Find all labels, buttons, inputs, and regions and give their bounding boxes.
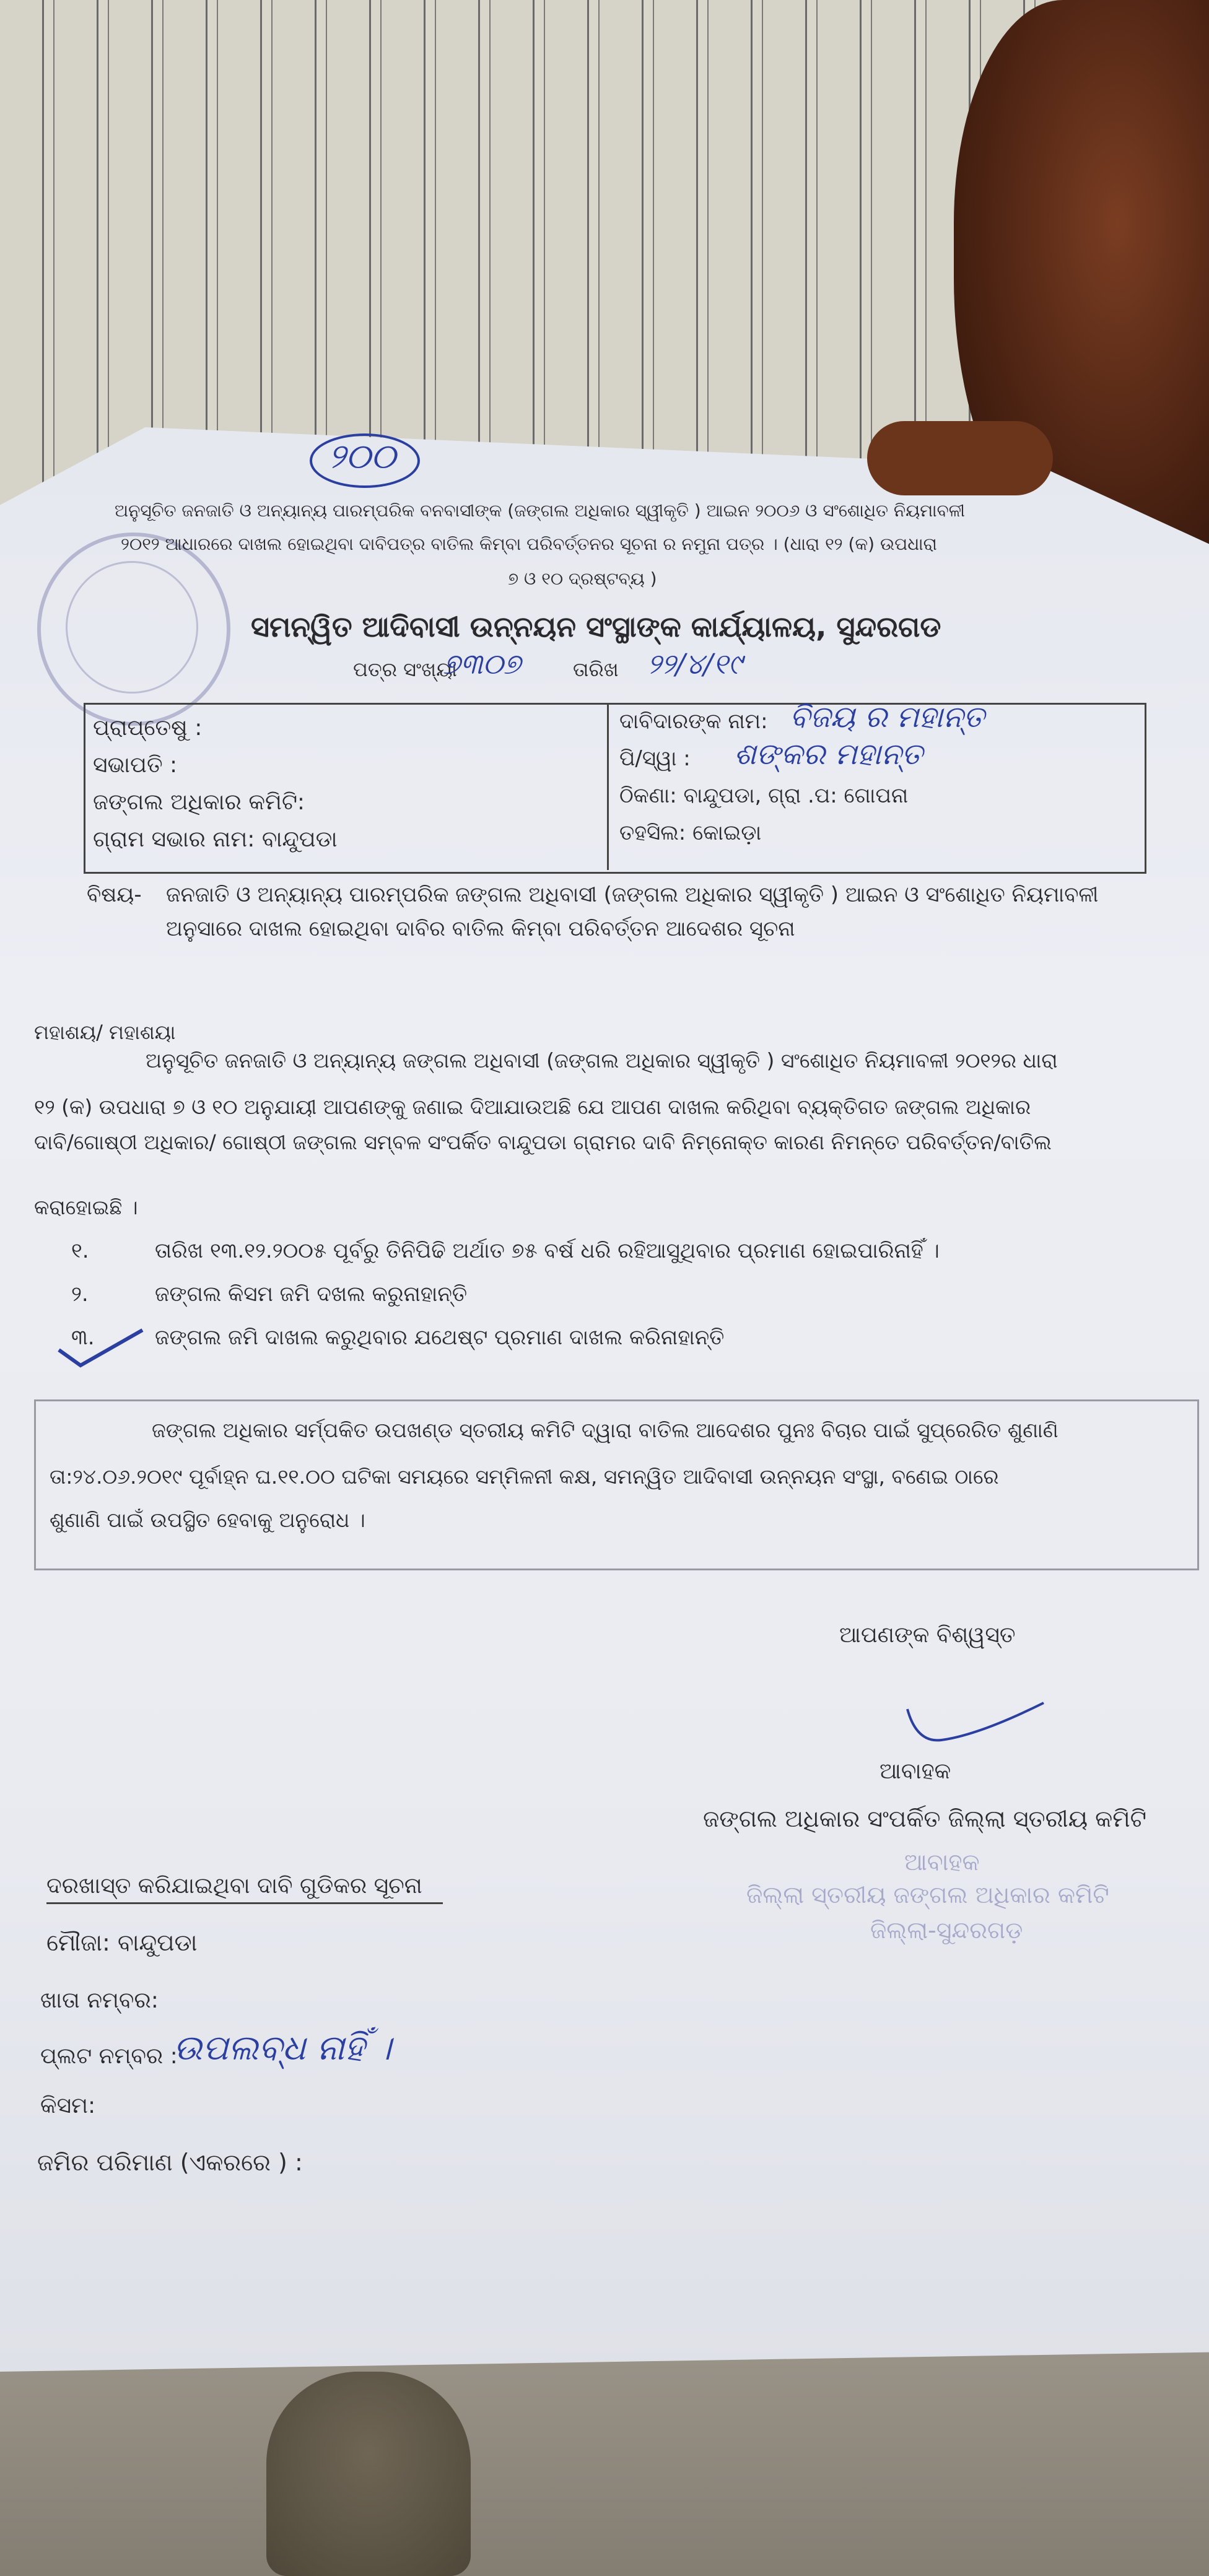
subject-line-2: ଅନୁସାରେ ଦାଖଲ ହୋଇଥିବା ଦାବିର ବାତିଲ କିମ୍ବା ପରିବର୍ତ୍ତନ ଆଦେଶର ସୂଚନା xyxy=(166,916,795,941)
claimant-label: ଦାବିଦାରଙ୍କ ନାମ: xyxy=(619,709,768,734)
closing-yours: ଆପଣଙ୍କ ବିଶ୍ୱସ୍ତ xyxy=(839,1622,1016,1648)
plot-number-value: ଉପଲବ୍ଧ ନାହିଁ । xyxy=(173,2028,391,2068)
notice-line: ଶୁଣାଣି ପାଇଁ ଉପସ୍ଥିତ ହେବାକୁ ଅନୁରୋଧ । xyxy=(50,1508,365,1532)
claim-info-heading: ଦରଖାସ୍ତ କରିଯାଇଥିବା ଦାବି ଗୁଡିକର ସୂଚନା xyxy=(46,1873,422,1899)
letter-number-label: ପତ୍ର ସଂଖ୍ୟା xyxy=(353,658,457,681)
recipient-line: ପ୍ରାପ୍ତେଷୁ : xyxy=(93,715,203,741)
stamp-line: ଜିଲ୍ଲା ସ୍ତରୀୟ ଜଙ୍ଗଲ ଅଧିକାର କମିଟି xyxy=(746,1881,1109,1908)
background-shoe xyxy=(266,2372,471,2576)
recipient-table-divider xyxy=(607,703,609,870)
signature xyxy=(904,1697,1047,1752)
plot-number-label: ପ୍ଲଟ ନମ୍ବର : xyxy=(40,2043,178,2069)
office-title: ସମନ୍ୱିତ ଆଦିବାସୀ ଉନ୍ନୟନ ସଂସ୍ଥାଙ୍କ କାର୍ଯ୍ୟାଳୟ, ସୁନ୍ଦରଗଡ xyxy=(251,610,941,643)
paragraph-line: ୧୨ (କ) ଉପଧାରା ୭ ଓ ୧୦ ଅନୁଯାୟୀ ଆପଣଙ୍କୁ ଜଣାଇ ଦିଆଯାଉଅଛି ଯେ ଆପଣ ଦାଖଲ କରିଥିବା ବ୍ୟକ୍ତିଗତ ଜଙ୍ଗଲ ଅଧିକାର xyxy=(34,1095,1031,1119)
official-seal xyxy=(37,533,230,726)
mouza: ମୌଜା: ବାନ୍ଦୁପଡା xyxy=(46,1929,198,1956)
paragraph-line: ଦାବି/ଗୋଷ୍ଠୀ ଅଧିକାର/ ଗୋଷ୍ଠୀ ଜଙ୍ଗଲ ସମ୍ବଳ ସଂପର୍କିତ ବାନ୍ଦୁପଡା ଗ୍ରାମର ଦାବି ନିମ୍ନୋକ୍ତ କାରଣ ନିମନ୍ତେ ପରିବର୍ତ୍ତନ/ବାତିଲ xyxy=(34,1130,1052,1154)
khata-number: ଖାତା ନମ୍ବର: xyxy=(40,1988,159,2013)
background-finger xyxy=(867,421,1053,495)
paragraph-line: କରାହୋଇଛି । xyxy=(34,1195,138,1219)
date-value: ୨୨/୪/୧୯ xyxy=(647,647,743,681)
claimant-name: ବିଜୟ ର ମହାନ୍ତ xyxy=(790,700,985,734)
reason-number: ୨. xyxy=(71,1282,89,1307)
address: ଠିକଣା: ବାନ୍ଦୁପଡା, ଗ୍ରା .ପ: ଗୋପନା xyxy=(619,783,909,808)
land-area: ଜମିର ପରିମାଣ (ଏକରରେ ) : xyxy=(37,2149,303,2176)
claim-info-heading-underline xyxy=(46,1902,443,1904)
notice-line: ତା:୨୪.୦୬.୨୦୧୯ ପୂର୍ବାହ୍ନ ଘ.୧୧.୦୦ ଘଟିକା ସମୟରେ ସମ୍ମିଳନୀ କକ୍ଷ, ସମନ୍ୱିତ ଆଦିବାସୀ ଉନ୍ନୟନ ସଂସ୍ଥା, ବଣେଇ ଠାରେ xyxy=(50,1464,999,1489)
handwritten-serial: ୨୦୦ xyxy=(328,437,396,477)
date-label: ତାରିଖ xyxy=(573,658,619,681)
reason-text: ଜଙ୍ଗଲ ଜମି ଦାଖଲ କରୁଥିବାର ଯଥେଷ୍ଟ ପ୍ରମାଣ ଦାଖଲ କରିନାହାନ୍ତି xyxy=(155,1325,725,1350)
header-line-2: ୨୦୧୨ ଆଧାରରେ ଦାଖଲ ହୋଇଥିବା ଦାବିପତ୍ର ବାତିଲ କିମ୍ବା ପରିବର୍ତ୍ତନର ସୂଚନା ର ନମୁନା ପତ୍ର । (ଧାରା ୧୨ (କ) ଉପଧାରା xyxy=(121,534,937,554)
salutation: ମହାଶୟ/ ମହାଶୟା xyxy=(34,1020,176,1044)
header-line-3: ୭ ଓ ୧୦ ଦ୍ରଷ୍ଟବ୍ୟ ) xyxy=(508,568,657,589)
notice-line: ଜଙ୍ଗଲ ଅଧିକାର ସର୍ମ୍ପକିତ ଉପଖଣ୍ଡ ସ୍ତରୀୟ କମିଟି ଦ୍ୱାରା ବାତିଲ ଆଦେଶର ପୁନଃ ବିଚାର ପାଇଁ ସୁପ୍ରେରିତ ଶୁଣାଣି xyxy=(152,1418,1058,1442)
subject-line-1: ଜନଜାତି ଓ ଅନ୍ୟାନ୍ୟ ପାରମ୍ପରିକ ଜଙ୍ଗଲ ଅଧିବାସୀ (ଜଙ୍ଗଲ ଅଧିକାର ସ୍ୱୀକୃତି ) ଆଇନ ଓ ସଂଶୋଧିତ ନିୟମାବଳୀ xyxy=(166,882,1099,907)
stamp-line: ଆବାହକ xyxy=(904,1848,980,1876)
reason-text: ତାରିଖ ୧୩.୧୨.୨୦୦୫ ପୂର୍ବରୁ ତିନିପିଢି ଅର୍ଥାତ ୭୫ ବର୍ଷ ଧରି ରହିଆସୁଥିବାର ପ୍ରମାଣ ହୋଇପାରିନାହିଁ । xyxy=(155,1238,940,1263)
paragraph-line: ଅନୁସୂଚିତ ଜନଜାତି ଓ ଅନ୍ୟାନ୍ୟ ଜଙ୍ଗଲ ଅଧିବାସୀ (ଜଙ୍ଗଲ ଅଧିକାର ସ୍ୱୀକୃତି ) ସଂଶୋଧିତ ନିୟମାବଳୀ ୨୦୧୨ର ଧାରା xyxy=(146,1048,1058,1073)
subject-label: ବିଷୟ- xyxy=(87,882,142,907)
letter-number-value: ୭୩୦୭ xyxy=(443,647,521,681)
reason-number: ୩. xyxy=(71,1325,95,1350)
closing-committee: ଜଙ୍ଗଲ ଅଧିକାର ସଂପର୍କିତ ଜିଲ୍ଲା ସ୍ତରୀୟ କମିଟି xyxy=(703,1805,1146,1832)
reason-text: ଜଙ୍ଗଲ କିସମ ଜମି ଦଖଲ କରୁନାହାନ୍ତି xyxy=(155,1282,468,1307)
reason-number: ୧. xyxy=(71,1238,89,1263)
closing-designation: ଆବାହକ xyxy=(879,1759,951,1784)
recipient-line: ଜଙ୍ଗଲ ଅଧିକାର କମିଟି: xyxy=(93,790,305,815)
tahasil: ତହସିଲ: କୋଇଡ଼ା xyxy=(619,820,762,845)
recipient-line: ସଭାପତି : xyxy=(93,752,178,778)
father-name: ଶଙ୍କର ମହାନ୍ତ xyxy=(734,737,923,772)
stamp-line: ଜିଲ୍ଲା-ସୁନ୍ଦରଗଡ଼ xyxy=(870,1917,1023,1944)
header-line-1: ଅନୁସୂଚିତ ଜନଜାତି ଓ ଅନ୍ୟାନ୍ୟ ପାରମ୍ପରିକ ବନବାସୀଙ୍କ (ଜଙ୍ଗଲ ଅଧିକାର ସ୍ୱୀକୃତି ) ଆଇନ ୨୦୦୬ ଓ ସଂଶୋଧିତ ନିୟମାବଳୀ xyxy=(115,500,966,521)
background-ground xyxy=(0,2341,1209,2576)
kisam: କିସମ: xyxy=(40,2093,96,2118)
father-label: ପି/ସ୍ୱା : xyxy=(619,746,691,771)
checkmark-icon xyxy=(53,1325,146,1368)
recipient-line: ଗ୍ରାମ ସଭାର ନାମ: ବାନ୍ଦୁପଡା xyxy=(93,827,338,852)
